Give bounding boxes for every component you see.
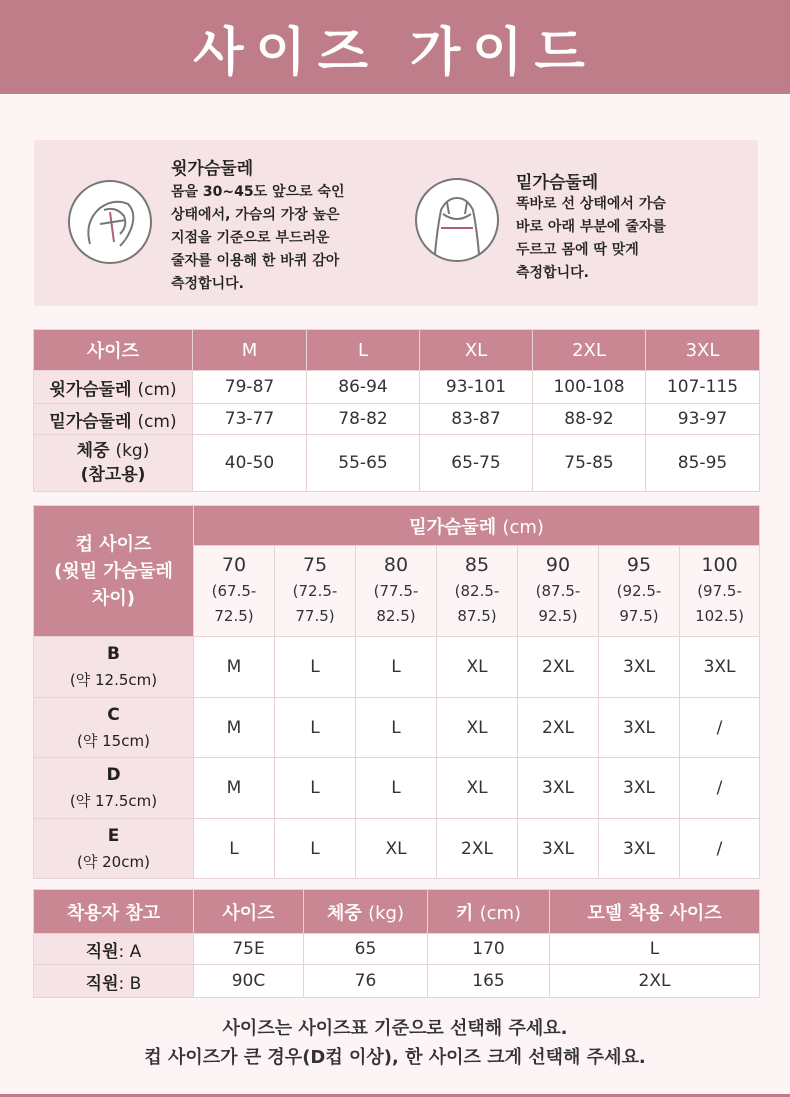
table-cell: 107-115 bbox=[646, 371, 760, 404]
size-header-2xl: 2XL bbox=[533, 330, 646, 371]
table-cell: L bbox=[275, 698, 356, 758]
cup-size-corner: 컵 사이즈 (윗밑 가슴둘레 차이) bbox=[34, 506, 194, 637]
table-cell: 78-82 bbox=[307, 404, 420, 435]
table-cell: 3XL bbox=[680, 637, 760, 698]
size-table bbox=[33, 329, 760, 492]
band-size-100: 100 (97.5- 102.5) bbox=[680, 546, 760, 637]
table-row bbox=[34, 934, 760, 965]
table-cell: 90C bbox=[194, 965, 304, 998]
cup-label-d: D (약 17.5cm) bbox=[34, 758, 194, 819]
table-row bbox=[34, 965, 760, 998]
table-cell: L bbox=[275, 637, 356, 698]
table-cell: XL bbox=[356, 819, 437, 879]
band-size-85: 85 (82.5- 87.5) bbox=[437, 546, 518, 637]
table-row bbox=[34, 819, 760, 879]
cup-size-table bbox=[33, 505, 760, 879]
model-reference-table bbox=[33, 889, 760, 998]
table-cell: 3XL bbox=[518, 758, 599, 819]
under-bust-title: 밑가슴둘레 bbox=[516, 173, 599, 193]
table-row bbox=[34, 758, 760, 819]
table-cell: XL bbox=[437, 758, 518, 819]
header-size: 사이즈 bbox=[194, 890, 304, 934]
table-cell: 75-85 bbox=[533, 435, 646, 492]
table-cell: 3XL bbox=[599, 819, 680, 879]
table-cell: M bbox=[194, 637, 275, 698]
cup-label-e: E (약 20cm) bbox=[34, 819, 194, 879]
upper-bust-title: 윗가슴둘레 bbox=[171, 159, 254, 179]
table-cell: / bbox=[680, 819, 760, 879]
upper-bust-guide bbox=[34, 140, 394, 306]
table-row bbox=[34, 404, 760, 435]
size-table-header bbox=[34, 330, 760, 371]
size-header-3xl: 3XL bbox=[646, 330, 760, 371]
table-cell: M bbox=[194, 698, 275, 758]
page-header bbox=[0, 0, 790, 94]
size-header-l: L bbox=[307, 330, 420, 371]
table-cell: 2XL bbox=[518, 698, 599, 758]
table-cell: 3XL bbox=[599, 698, 680, 758]
table-cell: M bbox=[194, 758, 275, 819]
table-cell: 85-95 bbox=[646, 435, 760, 492]
band-size-80: 80 (77.5- 82.5) bbox=[356, 546, 437, 637]
table-cell: 40-50 bbox=[193, 435, 307, 492]
header-weight: 체중 (kg) bbox=[304, 890, 428, 934]
size-header-label: 사이즈 bbox=[34, 330, 193, 371]
table-cell: 2XL bbox=[550, 965, 760, 998]
table-row bbox=[34, 698, 760, 758]
table-cell: XL bbox=[437, 637, 518, 698]
row-label-upper-bust: 윗가슴둘레 (cm) bbox=[34, 371, 193, 404]
footer-line-2: 컵 사이즈가 큰 경우(D컵 이상), 한 사이즈 크게 선택해 주세요. bbox=[144, 1047, 646, 1068]
measurement-guide bbox=[34, 140, 758, 306]
table-cell: 3XL bbox=[599, 637, 680, 698]
table-cell: 55-65 bbox=[307, 435, 420, 492]
table-cell: 170 bbox=[428, 934, 550, 965]
table-cell: L bbox=[550, 934, 760, 965]
table-cell: L bbox=[356, 637, 437, 698]
cup-label-b: B (약 12.5cm) bbox=[34, 637, 194, 698]
table-row bbox=[34, 371, 760, 404]
table-cell: 93-97 bbox=[646, 404, 760, 435]
footer-note bbox=[0, 1014, 790, 1072]
table-cell: / bbox=[680, 758, 760, 819]
under-bust-description: 똑바로 선 상태에서 가슴 바로 아래 부분에 줄자를 두르고 몸에 딱 맞게 측정합니다. bbox=[516, 196, 666, 281]
table-cell: 86-94 bbox=[307, 371, 420, 404]
band-header: 밑가슴둘레 (cm) bbox=[194, 506, 760, 546]
table-cell: L bbox=[194, 819, 275, 879]
page-title: 사이즈 가이드 bbox=[193, 22, 597, 83]
table-cell: 75E bbox=[194, 934, 304, 965]
table-cell: 73-77 bbox=[193, 404, 307, 435]
footer-line-1: 사이즈는 사이즈표 기준으로 선택해 주세요. bbox=[222, 1018, 568, 1039]
table-row bbox=[34, 435, 760, 492]
table-cell: 2XL bbox=[437, 819, 518, 879]
table-cell: 100-108 bbox=[533, 371, 646, 404]
staff-a-label: 직원: A bbox=[34, 934, 194, 965]
table-cell: 3XL bbox=[599, 758, 680, 819]
table-cell: L bbox=[356, 758, 437, 819]
row-label-under-bust: 밑가슴둘레 (cm) bbox=[34, 404, 193, 435]
table-cell: L bbox=[275, 819, 356, 879]
header-wearer: 착용자 참고 bbox=[34, 890, 194, 934]
table-cell: 76 bbox=[304, 965, 428, 998]
under-bust-guide bbox=[414, 140, 758, 306]
upper-bust-description: 몸을 30~45도 앞으로 숙인 상태에서, 가슴의 가장 높은 지점을 기준으로 부드러운 줄자를 이용해 한 바퀴 감아 측정합니다. bbox=[171, 184, 345, 292]
table-cell: 3XL bbox=[518, 819, 599, 879]
band-size-75: 75 (72.5- 77.5) bbox=[275, 546, 356, 637]
upper-bust-illustration-icon bbox=[68, 180, 152, 264]
table-cell: L bbox=[356, 698, 437, 758]
table-cell: L bbox=[275, 758, 356, 819]
table-cell: 65 bbox=[304, 934, 428, 965]
cup-label-c: C (약 15cm) bbox=[34, 698, 194, 758]
table-cell: / bbox=[680, 698, 760, 758]
table-row bbox=[34, 637, 760, 698]
model-table-header bbox=[34, 890, 760, 934]
band-size-90: 90 (87.5- 92.5) bbox=[518, 546, 599, 637]
size-header-xl: XL bbox=[420, 330, 533, 371]
table-cell: 79-87 bbox=[193, 371, 307, 404]
size-header-m: M bbox=[193, 330, 307, 371]
header-model-size: 모델 착용 사이즈 bbox=[550, 890, 760, 934]
table-cell: 165 bbox=[428, 965, 550, 998]
header-height: 키 (cm) bbox=[428, 890, 550, 934]
band-size-95: 95 (92.5- 97.5) bbox=[599, 546, 680, 637]
under-bust-illustration-icon bbox=[415, 178, 499, 262]
table-cell: 83-87 bbox=[420, 404, 533, 435]
staff-b-label: 직원: B bbox=[34, 965, 194, 998]
row-label-weight: 체중 (kg) (참고용) bbox=[34, 435, 193, 492]
table-cell: 93-101 bbox=[420, 371, 533, 404]
table-cell: 2XL bbox=[518, 637, 599, 698]
band-size-70: 70 (67.5- 72.5) bbox=[194, 546, 275, 637]
table-cell: 88-92 bbox=[533, 404, 646, 435]
table-cell: XL bbox=[437, 698, 518, 758]
table-cell: 65-75 bbox=[420, 435, 533, 492]
